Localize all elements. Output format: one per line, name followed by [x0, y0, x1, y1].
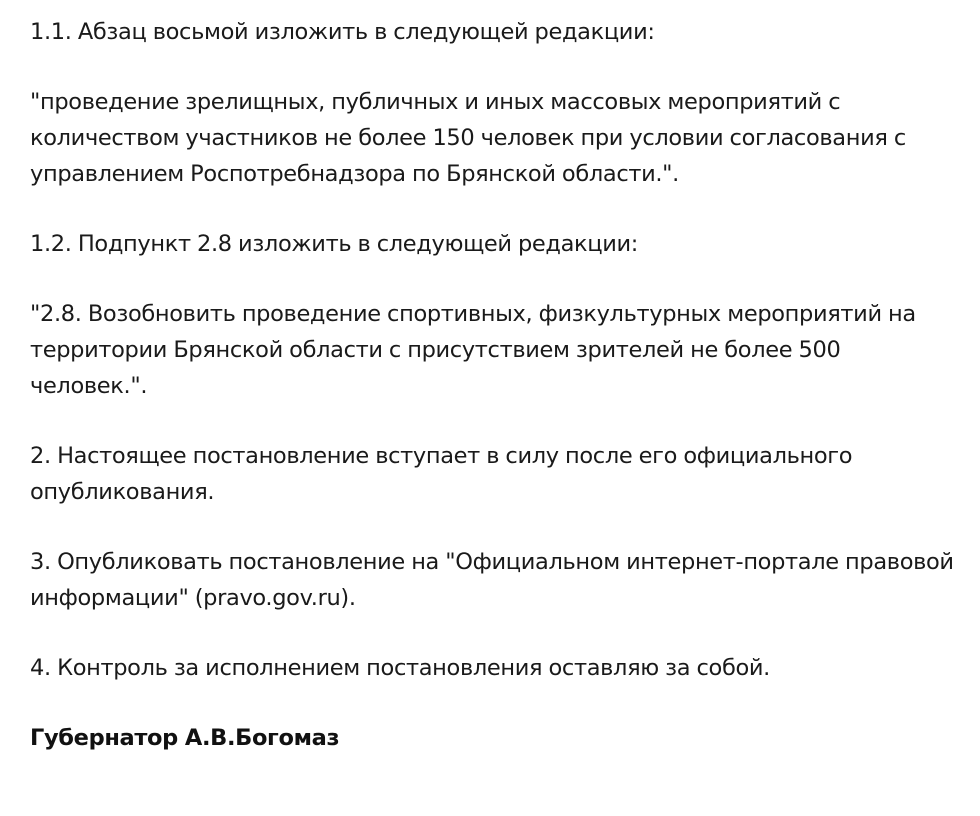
signature: Губернатор А.В.Богомаз: [30, 725, 340, 751]
paragraph-1-1-heading: 1.1. Абзац восьмой изложить в следующей редакции:: [30, 19, 655, 45]
paragraph-2: 2. Настоящее постановление вступает в силу после его официального опубликования.: [30, 443, 853, 505]
paragraph-1-2-heading: 1.2. Подпункт 2.8 изложить в следующей редакции:: [30, 231, 639, 257]
paragraph-4: 4. Контроль за исполнением постановления оставляю за собой.: [30, 655, 770, 681]
paragraph-1-2-text: "2.8. Возобновить проведение спортивных, физкультурных мероприятий на территории Брянской области с присутствием зрителей не более 500 человек.".: [30, 301, 916, 399]
paragraph-3: 3. Опубликовать постановление на "Официальном интернет-портале правовой информации" (pravo.gov.ru).: [30, 549, 954, 611]
paragraph-1-1-text: "проведение зрелищных, публичных и иных массовых мероприятий с количеством участников не более 150 человек при условии согласования с управлением Роспотребнадзора по Брянской области.".: [30, 89, 906, 187]
